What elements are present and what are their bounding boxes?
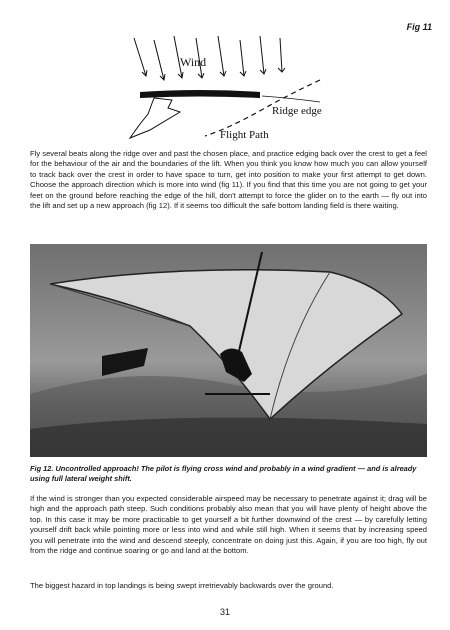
wind-arrows — [134, 36, 285, 80]
ridge-ground — [140, 90, 260, 98]
body-paragraph-3: The biggest hazard in top landings is being swept irretrievably backwards over the ground. — [30, 581, 334, 590]
figure-12-caption: Fig 12. Uncontrolled approach! The pilot is flying cross wind and probably in a wind gradient — and is already using full lateral weight shift. — [30, 464, 417, 483]
windsock — [102, 348, 148, 376]
ridge-edge-leader — [262, 96, 320, 102]
ridge-edge-label: Ridge edge — [272, 105, 322, 117]
wind-label: Wind — [180, 55, 207, 69]
body-paragraph-2: If the wind is stronger than you expected considerable airspeed may be necessary to penetrate against it; drag will be high and the approach path steep. Such conditions probably also mean that you will have plenty of height above the top. In this case it may be more practicable to get yourself a bit further downwind of the crest — by carefully letting yourself drift back while pointing more or less into wind and while still high. When it seems that by increasing speed you will penetrate into the wind and descend steeply, concentrate on doing just this. Again, if you are too high, fly out from the ridge and continue soaring or go and land at the bottom. — [30, 494, 427, 556]
flight-path-label: Flight Path — [220, 129, 269, 141]
figure-12-photo — [30, 244, 427, 457]
body-paragraph-1: Fly several beats along the ridge over and past the chosen place, and practice edging back over the crest to get a feel for the behaviour of the air and the boundaries of the lift. When you think you know how much you can allow yourself to track back over the crest in order to have space to turn, get into position to make your first attempt to get down. Choose the approach direction which is more into wind (fig 11). If you find that this time you are not going to get your feet on the ground before reaching the edge of the hill, don't attempt to force the glider on to the earth — fly out into the lift and set up a new approach (fig 12). If it seems too difficult the safe bottom landing field is there waiting. — [30, 149, 427, 211]
page-number: 31 — [219, 607, 230, 617]
figure-11-diagram — [110, 28, 370, 158]
figure-11-label: Fig 11 — [406, 22, 432, 32]
hill-slope — [130, 98, 180, 138]
